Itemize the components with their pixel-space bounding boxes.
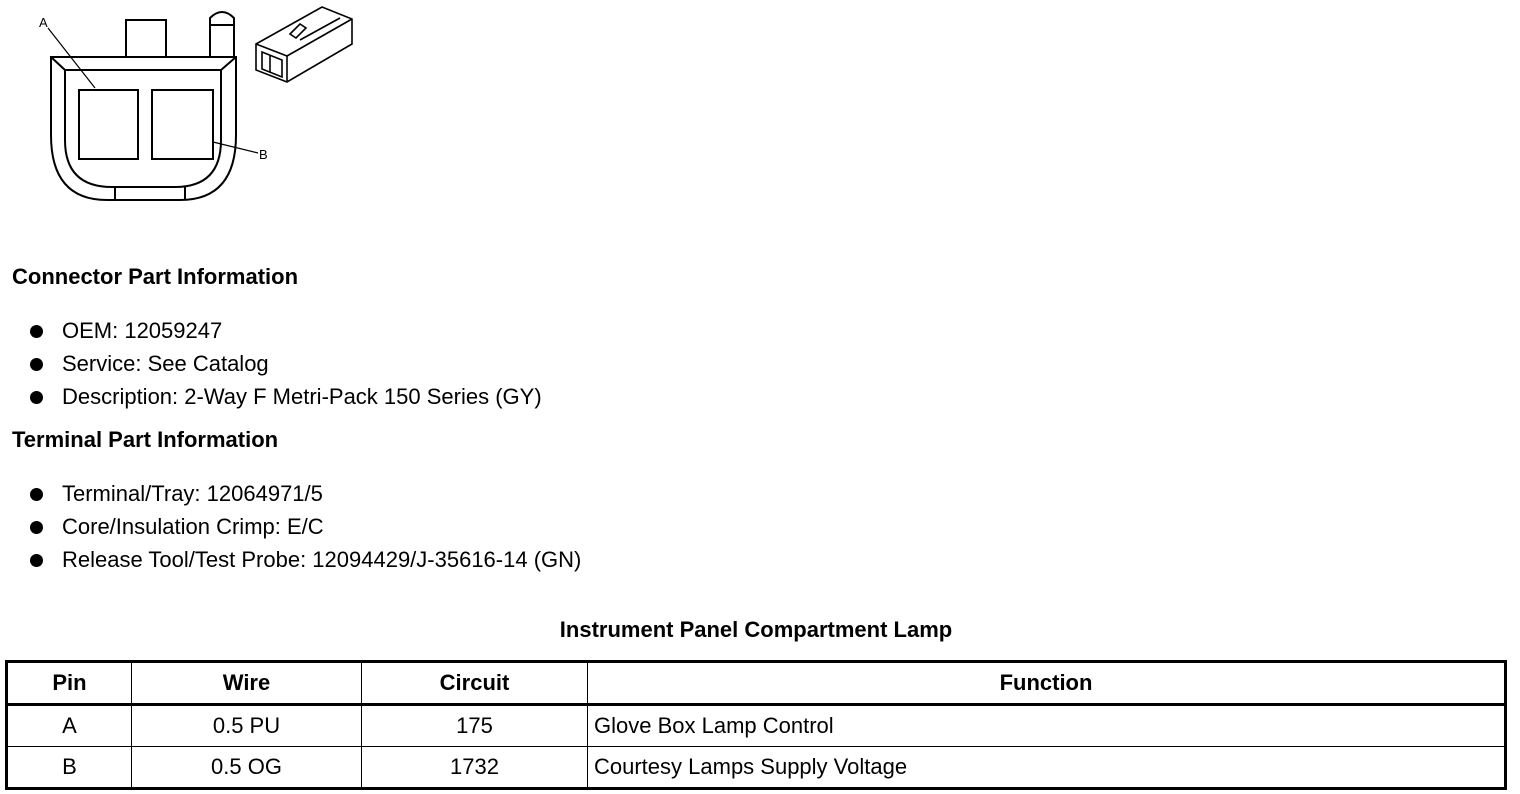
column-header-function: Function <box>588 662 1506 705</box>
table-title: Instrument Panel Compartment Lamp <box>559 617 953 642</box>
wire-cell: 0.5 OG <box>132 747 362 789</box>
connector-lock-arm <box>210 12 234 57</box>
table-row <box>7 705 1506 747</box>
column-header-pin: Pin <box>7 662 132 705</box>
connector-part-info-list <box>30 317 542 416</box>
wire-cell: 0.5 PU <box>132 705 362 747</box>
cavity-a <box>79 90 138 159</box>
callout-b-label: B <box>259 147 268 162</box>
bullet-icon <box>30 391 43 404</box>
column-header-wire: Wire <box>132 662 362 705</box>
callout-a-label: A <box>39 15 48 30</box>
list-item-text: Core/Insulation Crimp: E/C <box>62 514 324 539</box>
pinout-table <box>5 660 1507 790</box>
column-header-circuit: Circuit <box>362 662 588 705</box>
list-item <box>30 546 581 579</box>
bullet-icon <box>30 325 43 338</box>
bullet-icon <box>30 554 43 567</box>
circuit-cell: 175 <box>362 705 588 747</box>
list-item-text: Service: See Catalog <box>62 351 269 376</box>
list-item <box>30 480 581 513</box>
bullet-icon <box>30 488 43 501</box>
list-item-text: Release Tool/Test Probe: 12094429/J-35616-14 (GN) <box>62 547 582 572</box>
list-item <box>30 317 542 350</box>
connector-isometric-icon <box>256 7 352 82</box>
connector-part-info-heading: Connector Part Information <box>12 264 299 289</box>
bullet-icon <box>30 521 43 534</box>
terminal-part-info-heading: Terminal Part Information <box>12 427 279 452</box>
pin-cell: B <box>7 747 132 789</box>
list-item <box>30 513 581 546</box>
connector-diagram <box>0 0 380 215</box>
circuit-cell: 1732 <box>362 747 588 789</box>
pin-cell: A <box>7 705 132 747</box>
table-row <box>7 747 1506 789</box>
connector-body-inner <box>65 70 221 187</box>
terminal-part-info-list <box>30 480 581 579</box>
function-cell: Courtesy Lamps Supply Voltage <box>588 747 1506 789</box>
list-item-text: OEM: 12059247 <box>62 318 223 343</box>
bullet-icon <box>30 358 43 371</box>
cavity-b <box>152 90 213 159</box>
list-item <box>30 350 542 383</box>
list-item <box>30 383 542 416</box>
connector-latch-tab <box>126 20 166 57</box>
function-cell: Glove Box Lamp Control <box>588 705 1506 747</box>
list-item-text: Description: 2-Way F Metri-Pack 150 Series (GY) <box>62 384 542 409</box>
list-item-text: Terminal/Tray: 12064971/5 <box>62 481 323 506</box>
table-header-row <box>7 662 1506 705</box>
